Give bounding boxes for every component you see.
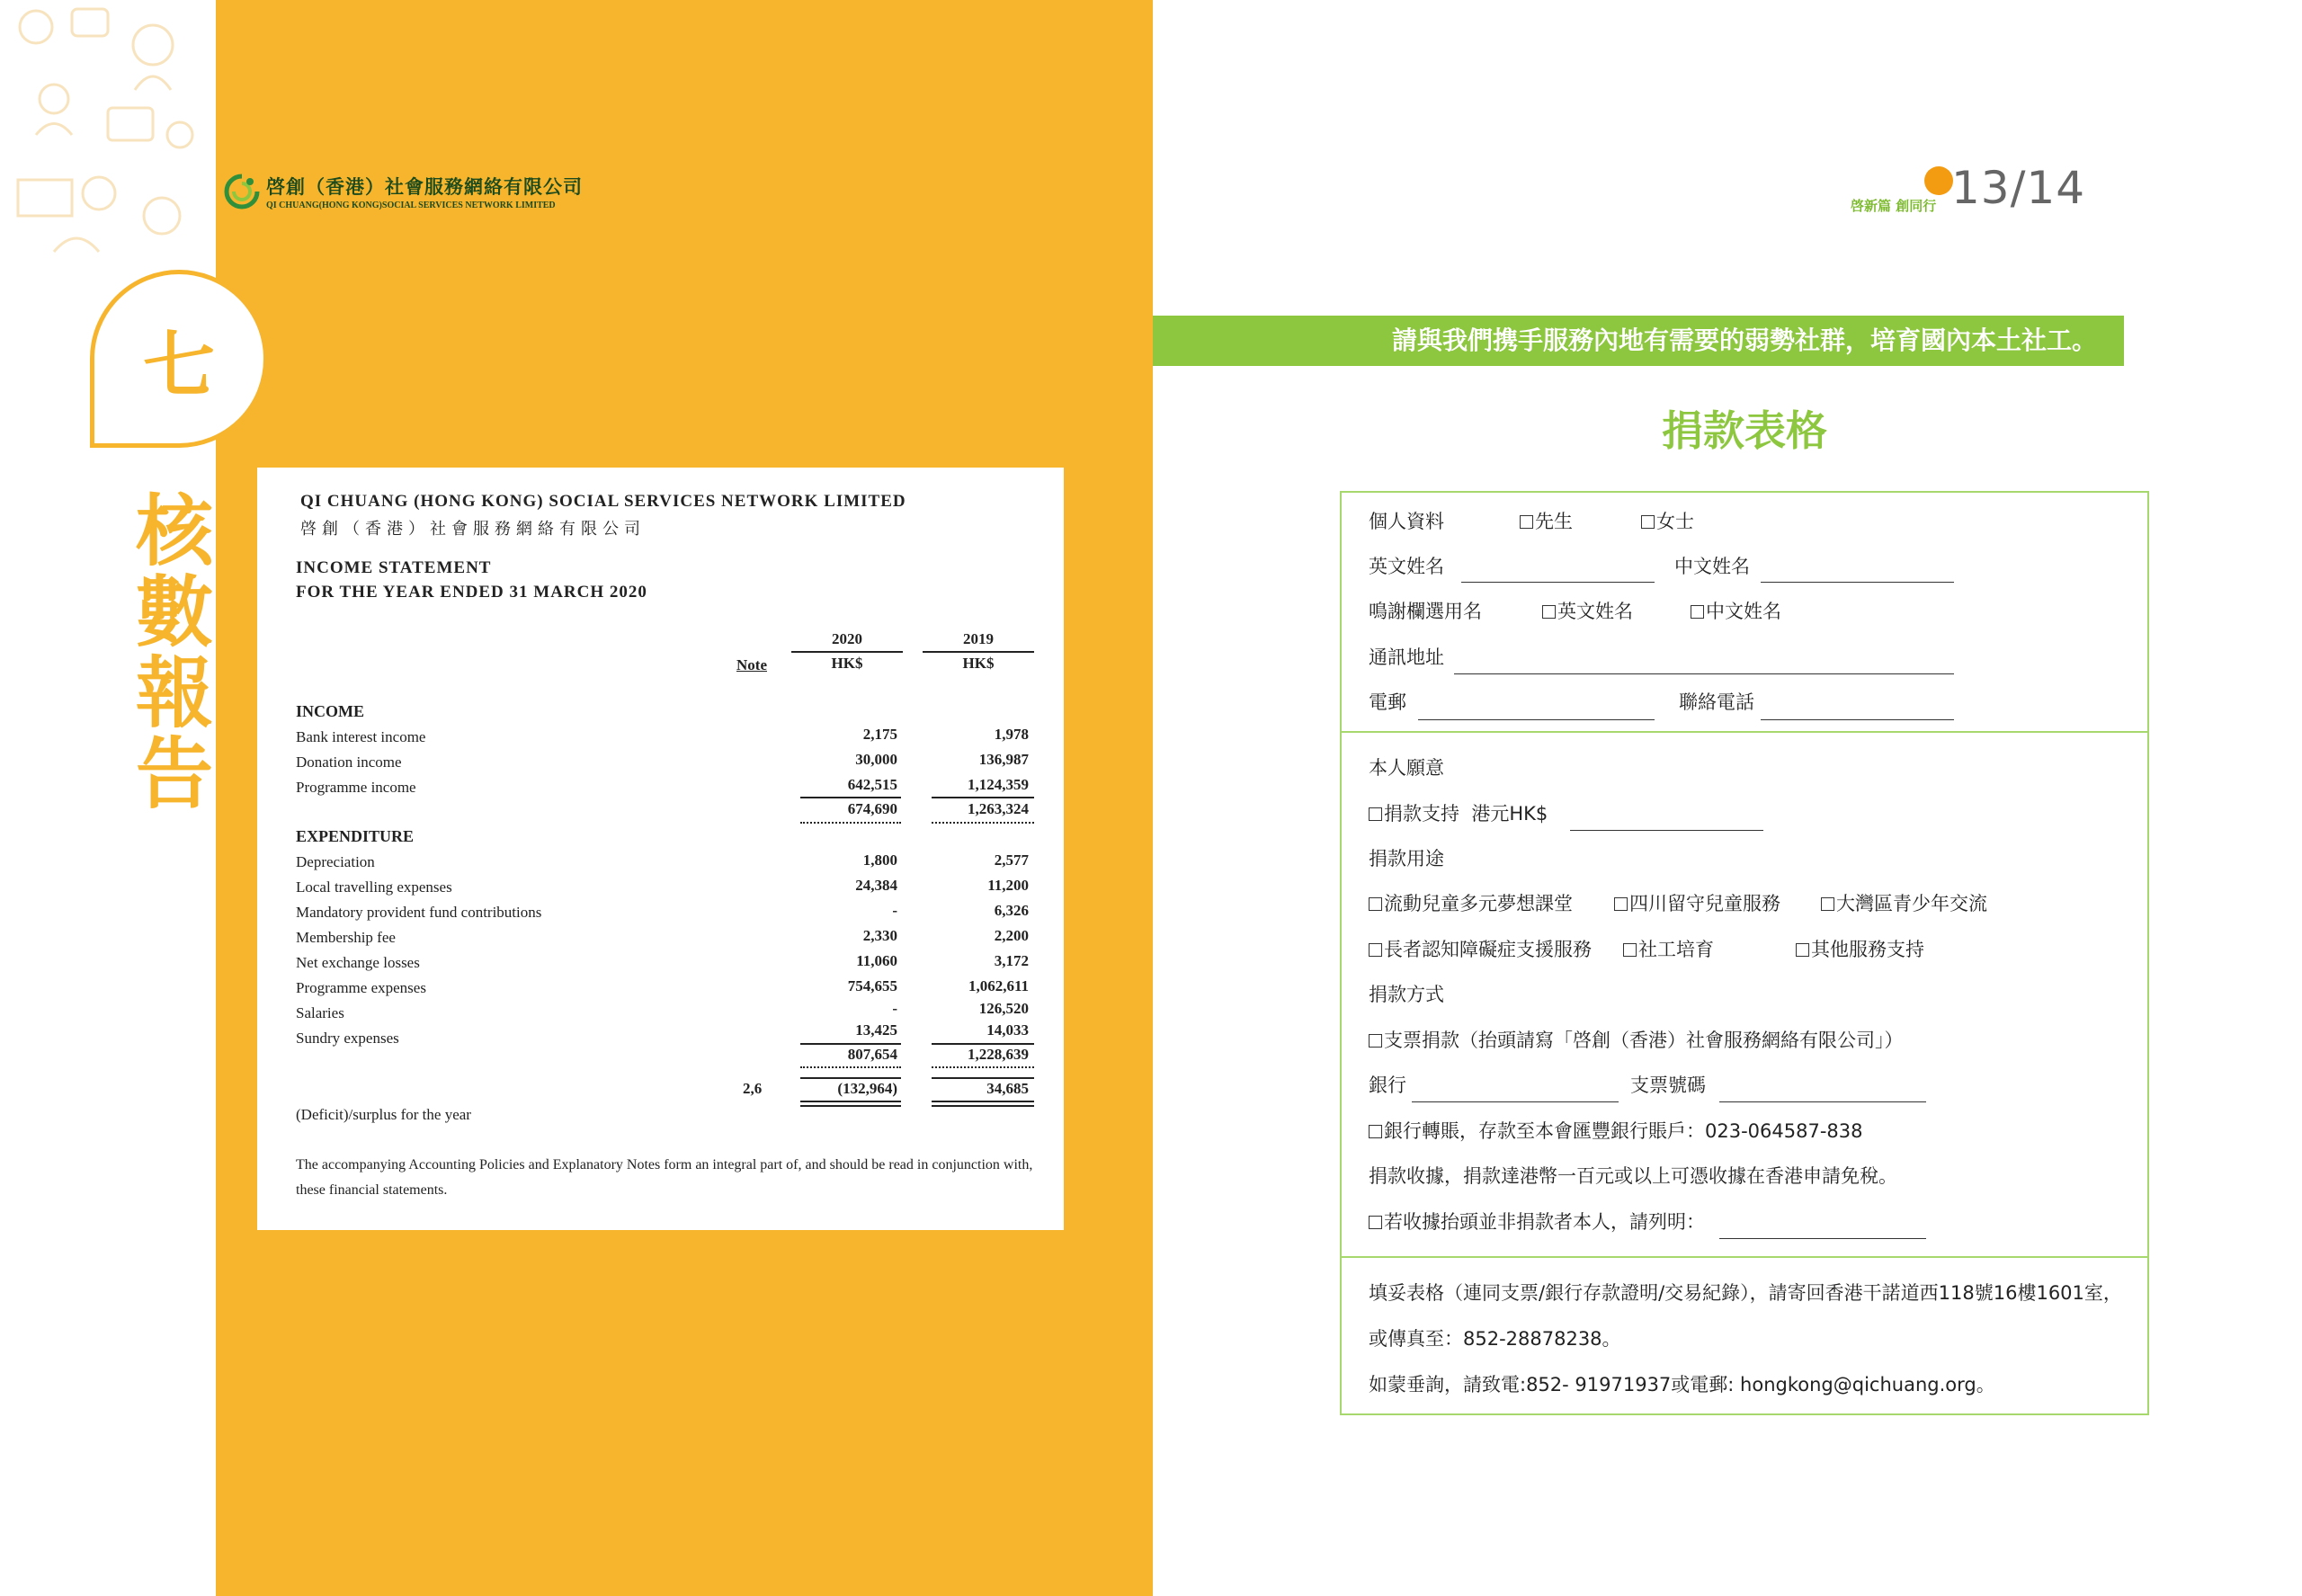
income-total-2019: 1,263,324 — [968, 800, 1029, 817]
ack-chinese-checkbox[interactable]: 中文姓名 — [1691, 597, 1781, 624]
statement-row-label: Membership fee — [296, 929, 396, 946]
bank-field[interactable] — [1412, 1101, 1619, 1102]
checkbox-icon[interactable] — [1369, 1125, 1382, 1138]
statement-value-2019: 2,200 — [994, 927, 1029, 944]
chinese-name-field[interactable] — [1761, 582, 1954, 583]
statement-company-en: QI CHUANG (HONG KONG) SOCIAL SERVICES NETWORK LIMITED — [300, 492, 906, 511]
cheque-checkbox[interactable]: 支票捐款（抬頭請寫「啓創（香港）社會服務網絡有限公司」） — [1369, 1026, 1904, 1053]
statement-value-2020: 1,800 — [862, 851, 897, 869]
statement-row-label: Donation income — [296, 753, 402, 771]
purpose-checkbox[interactable]: 長者認知障礙症支援服務 — [1369, 935, 1592, 962]
purpose-checkbox[interactable]: 大灣區青少年交流 — [1821, 889, 1987, 916]
statement-row-label: Mandatory provident fund contributions — [296, 904, 542, 921]
statement-value-2020: 754,655 — [847, 977, 897, 994]
income-statement — [257, 468, 1064, 1230]
checkbox-icon[interactable] — [1369, 807, 1382, 821]
statement-title: INCOME STATEMENT — [296, 558, 492, 577]
statement-value-2019: 2,577 — [994, 851, 1029, 869]
method-label: 捐款方式 — [1369, 984, 1444, 1005]
expenditure-total-2020: 807,654 — [847, 1046, 897, 1063]
col-2020-currency: HK$ — [831, 655, 863, 672]
statement-value-2019: 6,326 — [994, 902, 1029, 919]
checkbox-icon[interactable] — [1614, 897, 1628, 911]
result-label: (Deficit)/surplus for the year — [296, 1106, 471, 1123]
english-name-label: 英文姓名 — [1369, 556, 1444, 577]
purpose-checkbox[interactable]: 社工培育 — [1623, 935, 1714, 962]
organization-logo — [223, 173, 583, 210]
checkbox-icon[interactable] — [1369, 1034, 1382, 1048]
statement-value-2020: 13,425 — [855, 1021, 897, 1039]
statement-value-2019: 11,200 — [987, 877, 1029, 894]
instructions-line-3: 如蒙垂詢，請致電:852- 91971937或電郵: hongkong@qichuang.org。 — [1369, 1374, 1995, 1395]
checkbox-icon[interactable] — [1369, 943, 1382, 957]
checkbox-icon[interactable] — [1623, 943, 1637, 957]
instructions-line-1: 填妥表格（連同支票/銀行存款證明/交易紀錄），請寄回香港干諾道西118號16樓1601室， — [1369, 1282, 2122, 1304]
statement-value-2019: 126,520 — [978, 1000, 1029, 1017]
logo-swirl-icon — [223, 173, 261, 210]
checkbox-icon[interactable] — [1691, 605, 1704, 619]
checkbox-icon[interactable] — [1821, 897, 1834, 911]
form-title: 捐款表格 — [1662, 406, 1827, 455]
statement-value-2020: 2,175 — [862, 726, 897, 743]
result-note: 2,6 — [743, 1080, 763, 1097]
checkbox-icon[interactable] — [1796, 943, 1809, 957]
cheque-no-field[interactable] — [1719, 1101, 1926, 1102]
purpose-label: 捐款用途 — [1369, 848, 1444, 869]
checkbox-icon[interactable] — [1542, 605, 1556, 619]
checkbox-icon[interactable] — [1369, 1216, 1382, 1229]
statement-value-2020: 642,515 — [847, 776, 897, 793]
col-2019-year: 2019 — [963, 630, 994, 647]
statement-value-2020: 11,060 — [856, 952, 897, 969]
instructions-line-2: 或傳真至：852-28878238。 — [1369, 1328, 1621, 1350]
donate-support-checkbox[interactable]: 捐款支持 港元HK$ — [1369, 799, 1548, 826]
statement-row-label: Programme income — [296, 779, 416, 796]
income-total-2020: 674,690 — [847, 800, 897, 817]
cheque-no-label: 支票號碼 — [1630, 1074, 1706, 1096]
col-2019-currency: HK$ — [962, 655, 995, 672]
expenditure-total-2019: 1,228,639 — [968, 1046, 1029, 1063]
checkbox-icon[interactable] — [1520, 515, 1533, 529]
statement-value-2020: 30,000 — [855, 751, 897, 768]
email-label: 電郵 — [1369, 691, 1406, 713]
purpose-checkbox[interactable]: 流動兒童多元夢想課堂 — [1369, 889, 1573, 916]
page-tag: 啓新篇 創同行 — [1851, 198, 1937, 214]
col-note: Note — [736, 656, 767, 673]
col-2020-year: 2020 — [832, 630, 862, 647]
page-number: 13/14 — [1951, 162, 2086, 214]
statement-row-label: Local travelling expenses — [296, 878, 452, 896]
income-heading: INCOME — [296, 702, 364, 720]
statement-value-2020: 2,330 — [862, 927, 897, 944]
statement-row-label: Net exchange losses — [296, 954, 420, 971]
title-mr-checkbox[interactable]: 先生 — [1520, 507, 1573, 534]
statement-row-label: Sundry expenses — [296, 1030, 399, 1047]
page-number-dot-icon — [1924, 166, 1953, 195]
chapter-title: 核數報告 — [122, 490, 212, 814]
statement-value-2020: 24,384 — [855, 877, 897, 894]
statement-value-2019: 1,124,359 — [968, 776, 1029, 793]
personal-info-label: 個人資料 — [1369, 511, 1444, 532]
statement-row-label: Salaries — [296, 1004, 344, 1021]
transfer-checkbox[interactable]: 銀行轉賬，存款至本會匯豐銀行賬戶：023-064587-838 — [1369, 1117, 1862, 1144]
statement-row-label: Bank interest income — [296, 728, 426, 745]
result-2020: (132,964) — [837, 1080, 897, 1097]
receipt-note: 捐款收據，捐款達港幣一百元或以上可憑收據在香港申請免稅。 — [1369, 1165, 1897, 1187]
statement-row-label: Programme expenses — [296, 979, 426, 996]
chapter-badge — [90, 270, 268, 448]
english-name-field[interactable] — [1461, 582, 1655, 583]
phone-field[interactable] — [1761, 719, 1954, 720]
receipt-name-field[interactable] — [1719, 1238, 1926, 1239]
email-field[interactable] — [1418, 719, 1655, 720]
statement-value-2019: 1,062,611 — [968, 977, 1029, 994]
appeal-banner: 請與我們携手服務內地有需要的弱勢社群，培育國內本土社工。 — [1153, 316, 2124, 366]
title-ms-checkbox[interactable]: 女士 — [1641, 507, 1694, 534]
wish-label: 本人願意 — [1369, 757, 1444, 779]
statement-company-cn: 啓創（香港）社會服務網絡有限公司 — [300, 520, 646, 539]
checkbox-icon[interactable] — [1641, 515, 1655, 529]
phone-label: 聯絡電話 — [1679, 691, 1754, 713]
checkbox-icon[interactable] — [1369, 897, 1382, 911]
statement-footnote: The accompanying Accounting Policies and Explanatory Notes form an integral part of, and should be read in conjunction with, these financial statements. — [296, 1157, 1033, 1198]
result-2019: 34,685 — [986, 1080, 1029, 1097]
statement-value-2019: 136,987 — [978, 751, 1029, 768]
receipt-other-checkbox[interactable]: 若收據抬頭並非捐款者本人，請列明： — [1369, 1208, 1705, 1235]
ack-english-checkbox[interactable]: 英文姓名 — [1542, 597, 1633, 624]
address-field[interactable] — [1454, 673, 1954, 674]
statement-period: FOR THE YEAR ENDED 31 MARCH 2020 — [296, 583, 647, 602]
bank-label: 銀行 — [1369, 1074, 1406, 1096]
expenditure-heading: EXPENDITURE — [296, 827, 415, 845]
statement-row-label: Depreciation — [296, 853, 375, 870]
statement-value-2019: 1,978 — [994, 726, 1029, 743]
chinese-name-label: 中文姓名 — [1674, 556, 1750, 577]
statement-value-2019: 14,033 — [986, 1021, 1029, 1039]
purpose-checkbox[interactable]: 其他服務支持 — [1796, 935, 1924, 962]
address-label: 通訊地址 — [1369, 646, 1444, 668]
purpose-checkbox[interactable]: 四川留守兒童服務 — [1614, 889, 1780, 916]
chapter-number: 七 — [143, 323, 215, 407]
statement-value-2020: - — [892, 902, 897, 919]
statement-value-2020: - — [892, 1000, 897, 1017]
ack-name-label: 鳴謝欄選用名 — [1369, 601, 1482, 622]
logo-name-cn: 啓創（香港）社會服務網絡有限公司 — [266, 175, 583, 198]
logo-name-en: QI CHUANG(HONG KONG)SOCIAL SERVICES NETWORK LIMITED — [266, 201, 556, 210]
donation-amount-field[interactable] — [1570, 830, 1763, 831]
statement-value-2019: 3,172 — [994, 952, 1029, 969]
